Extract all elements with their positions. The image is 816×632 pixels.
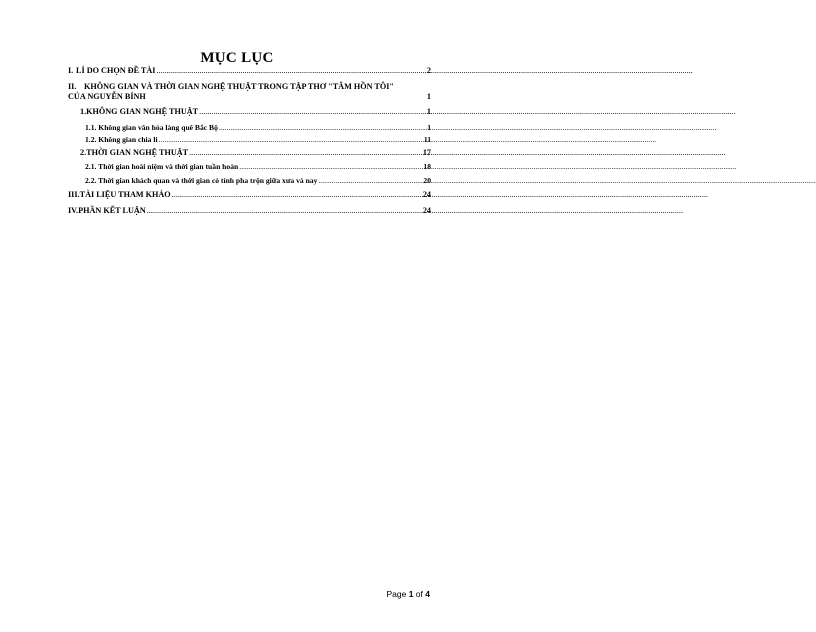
dot-leader [318,176,422,185]
page-footer [386,589,430,599]
dot-leader [157,66,426,75]
toc-page-number: 18 [423,162,431,171]
toc-text-line1: KHÔNG GIAN VÀ THỜI GIAN NGHỆ THUẬT TRONG TẬP THƠ "TÂM HỒN TÔI" [84,82,394,91]
toc-text-line2: CỦA NGUYỄN BÍNH [68,92,146,101]
toc-entry-10[interactable] [68,206,431,215]
toc-page-number: 1 [427,123,431,132]
toc-page-number: 24 [422,206,431,215]
toc-entry-5[interactable] [85,135,431,144]
toc-entry-1[interactable] [68,66,431,75]
toc-number: 1. [80,107,87,116]
toc-page-number: 1 [426,92,431,101]
toc-title: MỤC LỤC [200,50,274,66]
toc-page-number: 2 [426,66,431,75]
dot-leader [147,206,422,215]
dot-leader [219,123,426,132]
toc-text: THỜI GIAN NGHỆ THUẬT [86,148,189,157]
toc-page-number: 20 [423,176,431,185]
toc-entry-7[interactable] [85,162,431,171]
toc-text: 1.2. Không gian chia li [85,135,158,144]
toc-page-number: 11 [423,135,431,144]
toc-number: IV. [68,206,79,215]
dot-leader [189,148,422,157]
toc-number: 2. [80,148,87,157]
toc-text: KHÔNG GIAN NGHỆ THUẬT [86,107,199,116]
toc-entry-4[interactable] [85,123,431,132]
toc-number: I. [68,66,74,75]
footer-of-label: of [415,589,423,599]
toc-entry-9[interactable] [68,190,431,199]
dot-leader [199,107,426,116]
footer-page-label: Page [386,589,407,599]
dot-leader [172,190,422,199]
toc-entry-3[interactable] [80,107,431,116]
toc-page-number: 1 [426,107,431,116]
toc-number: II. [68,82,77,91]
toc-text: 2.2. Thời gian khách quan và thời gian có tính pha trộn giữa xưa và nay [85,176,318,185]
footer-total-pages: 4 [425,589,430,599]
toc-text: 1.1. Không gian văn hóa làng quê Bắc Bộ [85,123,218,132]
toc-text: 2.1. Thời gian hoài niệm và thời gian tuần hoàn [85,162,239,171]
toc-number: III. [68,190,80,199]
toc-page-number: 24 [422,190,431,199]
toc-text: PHẦN KẾT LUẬN [78,206,146,215]
toc-entry-8[interactable] [85,176,431,185]
toc-text: TÀI LIỆU THAM KHẢO [79,190,171,199]
dot-leader [159,135,423,144]
toc-entry-6[interactable] [80,148,431,157]
toc-page-number: 17 [422,148,431,157]
toc-entry-2[interactable] [68,82,431,102]
toc-text: LÍ DO CHỌN ĐỀ TÀI [76,66,156,75]
dot-leader [239,162,422,171]
footer-current-page: 1 [408,589,414,599]
